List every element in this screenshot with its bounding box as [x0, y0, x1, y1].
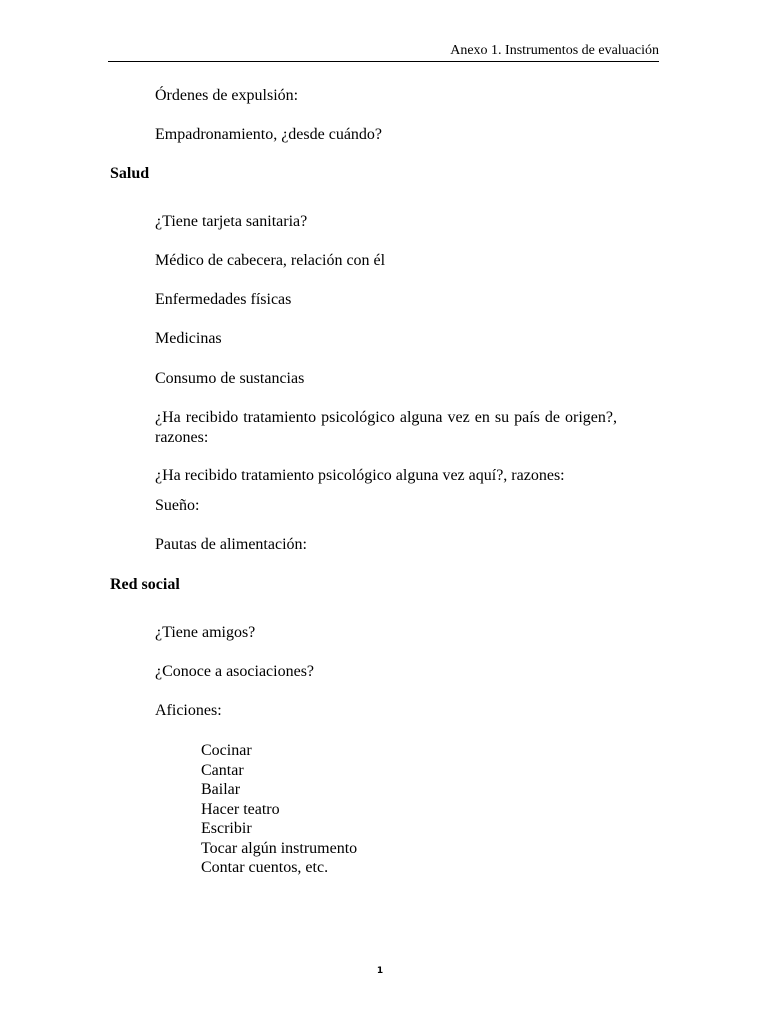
list-item: Hacer teatro — [201, 800, 280, 818]
list-item: Escribir — [201, 820, 252, 837]
page-number: 1 — [376, 966, 384, 976]
page-header — [108, 42, 659, 62]
salud-item: Enfermedades físicas — [155, 291, 292, 308]
salud-item: ¿Tiene tarjeta sanitaria? — [155, 213, 308, 230]
line-expulsion: Órdenes de expulsión: — [155, 87, 299, 104]
red-social-item: ¿Tiene amigos? — [155, 624, 256, 641]
salud-item: Médico de cabecera, relación con él — [155, 252, 386, 269]
list-item: Contar cuentos, etc. — [201, 859, 329, 876]
red-social-item: Aficiones: — [155, 702, 222, 719]
list-item: Cocinar — [201, 742, 252, 759]
salud-item: Sueño: — [155, 497, 200, 514]
list-item: Tocar algún instrumento — [201, 839, 358, 857]
salud-item: Pautas de alimentación: — [155, 536, 307, 553]
list-item: Cantar — [201, 761, 244, 779]
salud-item: ¿Ha recibido tratamiento psicológico alguna vez aquí?, razones: — [155, 467, 565, 484]
section-heading-salud: Salud — [110, 165, 150, 182]
aficiones-list — [201, 741, 357, 878]
line-empadronamiento: Empadronamiento, ¿desde cuándo? — [155, 126, 383, 143]
section-heading-red-social: Red social — [110, 576, 180, 593]
salud-item-paragraph: ¿Ha recibido tratamiento psicológico alguna vez en su país de origen?, razones: — [155, 409, 617, 446]
salud-item: Consumo de sustancias — [155, 370, 305, 387]
salud-item: Medicinas — [155, 330, 222, 347]
list-item: Bailar — [201, 781, 241, 798]
header-title: Anexo 1. Instrumentos de evaluación — [450, 43, 659, 58]
red-social-item: ¿Conoce a asociaciones? — [155, 663, 315, 680]
